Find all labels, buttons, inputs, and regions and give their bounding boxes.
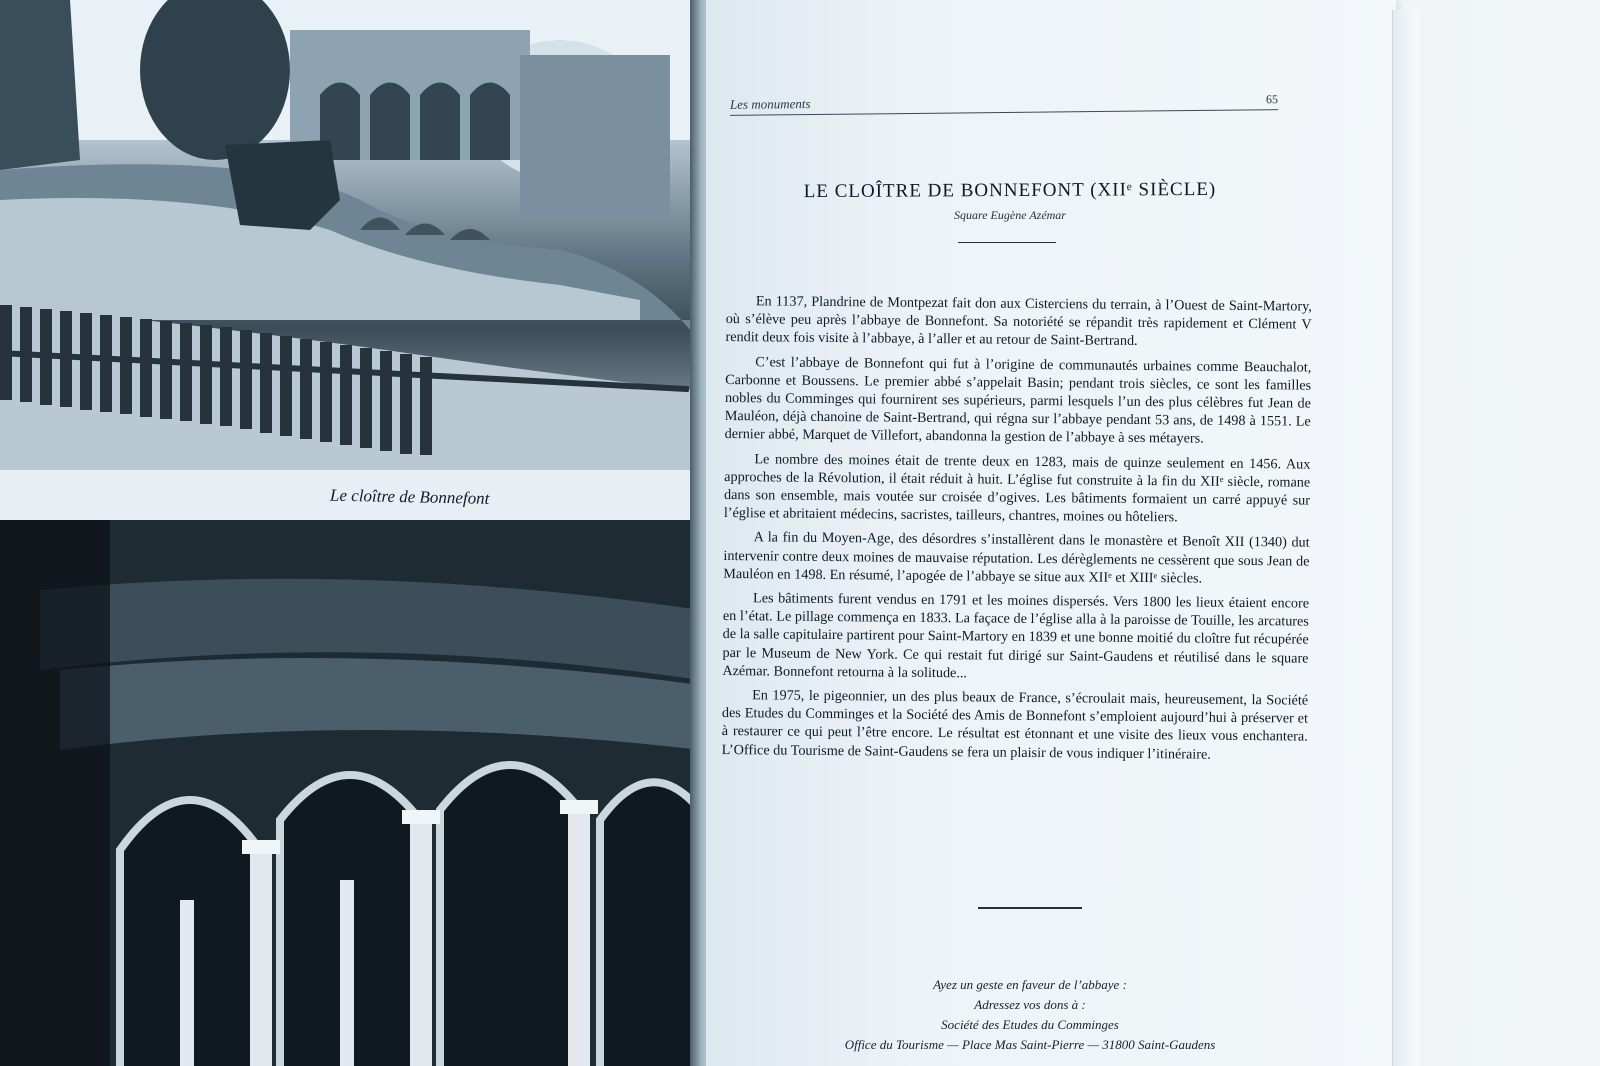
donation-notice xyxy=(800,975,1260,1055)
left-page xyxy=(0,0,700,1066)
cloister-arcade-illustration xyxy=(0,520,700,1066)
cloister-arcade-photo xyxy=(0,520,700,1066)
page-edge xyxy=(1392,10,1419,1066)
donation-line: Ayez un geste en faveur de l’abbaye : xyxy=(933,977,1127,992)
chapter-subtitle: Square Eugène Azémar xyxy=(954,208,1066,222)
paragraph: C’est l’abbaye de Bonnefont qui fut à l’origine de communautés urbaines comme Beauchalot, Carbonne et Boussens. Le premier abbé s’appelait Basin; pendant trois siècles, ce sont les familles nobles du Comminges qui fournirent ses supérieurs, parmi lesquels l’un des plus célèbres fut Jean de Mauléon, déjà chanoine de Saint-Bertrand, qui régna sur l’abbaye pendant 53 ans, de 1498 à 1551. Le dernier abbé, Marquet de Villefort, abandonna la gestion de l’abbaye à ses métayers. xyxy=(724,353,1312,448)
paragraph: Les bâtiments furent vendus en 1791 et les moines dispersés. Vers 1800 les lieux étaient encore en l’état. Le pillage commença en 1833. La façace de l’église alla à la paroisse de Touille, les arcatures de la salle capitulaire partirent pour Saint-Martory en 1839 et une bonne moitié du cloître fut récupérée par le Museum de New York. Ce qui restait fut dirigé sur Saint-Gaudens et réutilisé dans le square Azémar. Bonnefont retourna à la solitude... xyxy=(722,590,1310,682)
title-divider xyxy=(958,242,1056,243)
paragraph: Le nombre des moines était de trente deux en 1283, mais de quinze seulement en 1456. Aux approches de la Révolution, il était réduit à huit. L’église fut construite à la fin du XIIᵉ siècle, romane dans son ensemble, mais voutée sur croisée d’ogives. Les bâtiments formaient un carré appuyé sur l’église et abritaient médecins, sacristes, tailleurs, chantres, moines ou hôteliers. xyxy=(723,450,1311,526)
section-name: Les monuments xyxy=(729,96,811,112)
donation-line: Adressez vos dons à : xyxy=(974,997,1086,1012)
paragraph: A la fin du Moyen-Age, des désordres s’installèrent dans le monastère et Benoît XII (1340) dut intervenir contre deux moines de mauvaise réputation. Les dérèglements ne cessèrent que sous Jean de Mauléon en 1498. En résumé, l’apogée de l’abbaye se situe aux XIIᵉ et XIIIᵉ siècles. xyxy=(723,529,1310,587)
donation-line: Office du Tourisme — Place Mas Saint-Pierre — 31800 Saint-Gaudens xyxy=(844,1037,1216,1052)
photo-caption-band xyxy=(0,470,700,522)
footer-divider xyxy=(978,907,1082,909)
cloister-garden-illustration xyxy=(0,0,700,470)
cloister-garden-photo xyxy=(0,0,700,470)
paragraph: En 1975, le pigeonnier, un des plus beaux de France, s’écroulait mais, heureusement, la Société des Etudes du Comminges et la Société des Amis de Bonnefont s’emploient aujourd’hui à préserver et à restaurer ce qui peut l’être encore. Le résultat est étonnant et une visite des lieux vous enchantera. L’Office du Tourisme de Saint-Gaudens se fera un plaisir de vous indiquer l’itinéraire. xyxy=(721,687,1309,763)
photo-caption: Le cloître de Bonnefont xyxy=(330,485,490,508)
paragraph: En 1137, Plandrine de Montpezat fait don aux Cisterciens du terrain, à l’Ouest de Saint-Martory, où s’élève peu après l’abbaye de Bonnefont. Sa notoriété se répandit très rapidement et Clément V rendit deux fois visite à l’abbaye, à l’aller et au retour de Saint-Bertrand. xyxy=(725,293,1312,350)
chapter-title: LE CLOÎTRE DE BONNEFONT (XIIᵉ SIÈCLE) xyxy=(803,178,1217,203)
page-number: 65 xyxy=(1265,92,1279,107)
article-body xyxy=(721,292,1312,770)
donation-line: Société des Etudes du Comminges xyxy=(941,1017,1119,1032)
